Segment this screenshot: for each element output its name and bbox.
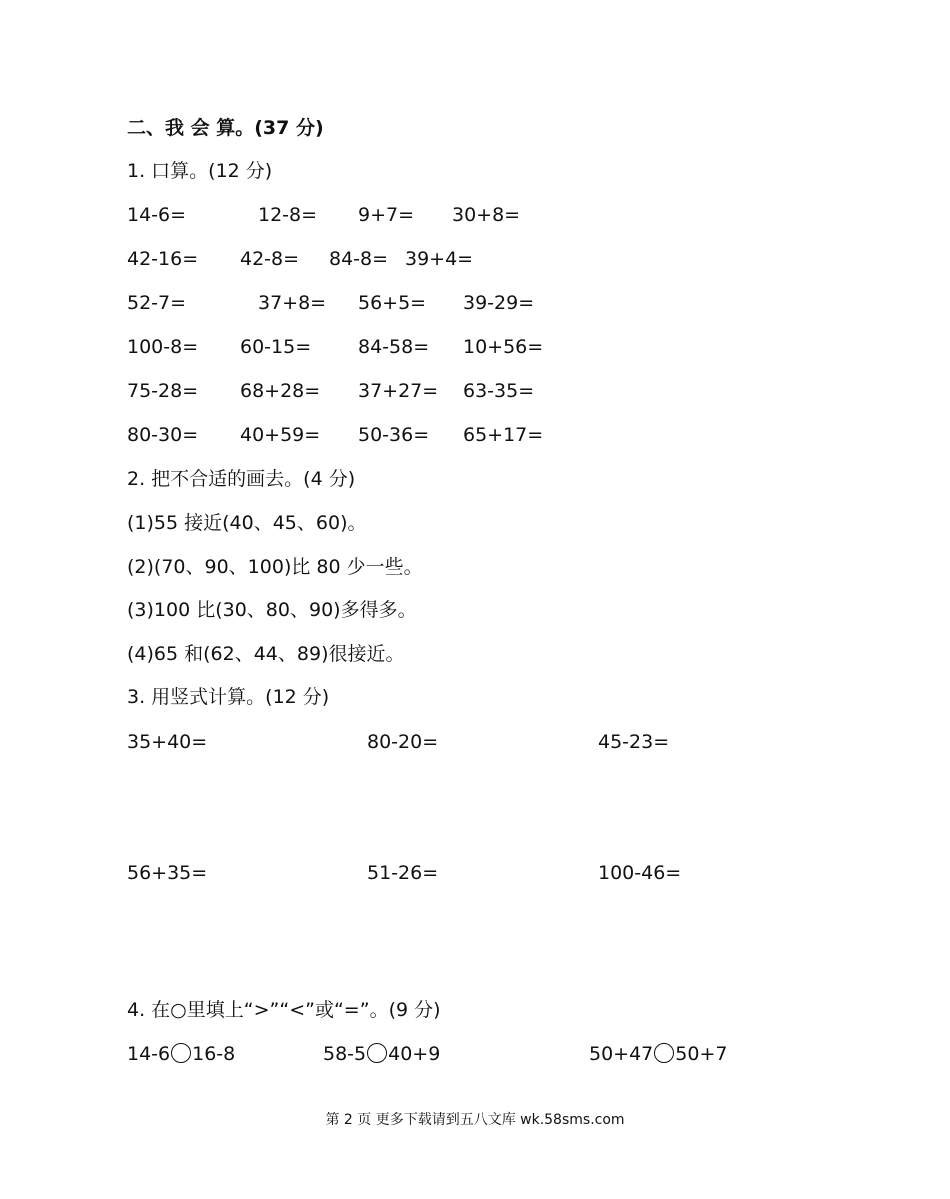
q1-title: 1. 口算。(12 分) [127,160,273,182]
q3-title: 3. 用竖式计算。(12 分) [127,686,330,708]
q1-r6-c3: 50-36= [358,424,430,446]
q1-r2-c2: 42-8= [240,248,300,270]
q1-r3-c3: 56+5= [358,292,427,314]
q3-r2-c1: 56+35= [127,862,208,884]
q1-r4-c3: 84-58= [358,336,430,358]
q1-r5-c2: 68+28= [240,380,321,402]
q4-item-3-right: 50+7 [675,1043,728,1065]
q3-r2-c3: 100-46= [598,862,682,884]
page-footer: 第 2 页 更多下载请到五八文库 wk.58sms.com [325,1112,625,1128]
q4-item-2-left: 58-5 [323,1043,367,1065]
q1-r6-c4: 65+17= [463,424,544,446]
q2-item-3: (3)100 比(30、80、90)多得多。 [127,599,417,621]
q1-r2-c3: 84-8= [329,248,389,270]
q2-item-4: (4)65 和(62、44、89)很接近。 [127,643,405,665]
q1-r4-c1: 100-8= [127,336,199,358]
q3-r1-c1: 35+40= [127,731,208,753]
section-title: 二、我 会 算。(37 分) [127,117,324,139]
q3-r1-c3: 45-23= [598,731,670,753]
q1-r1-c2: 12-8= [258,204,318,226]
q1-r5-c3: 37+27= [358,380,439,402]
compare-circle[interactable] [654,1043,674,1063]
q3-r2-c2: 51-26= [367,862,439,884]
q1-r5-c4: 63-35= [463,380,535,402]
q4-item-1-right: 16-8 [192,1043,236,1065]
q1-r3-c4: 39-29= [463,292,535,314]
q1-r2-c1: 42-16= [127,248,199,270]
q1-r1-c4: 30+8= [452,204,521,226]
q1-r6-c2: 40+59= [240,424,321,446]
q4-title: 4. 在○里填上“>”“<”或“=”。(9 分) [127,999,441,1021]
q4-item-3-left: 50+47 [589,1043,654,1065]
compare-circle[interactable] [367,1043,387,1063]
q2-item-2: (2)(70、90、100)比 80 少一些。 [127,556,423,578]
q1-r4-c4: 10+56= [463,336,544,358]
q4-item-1-left: 14-6 [127,1043,171,1065]
q1-r1-c3: 9+7= [358,204,415,226]
q4-item-2-right: 40+9 [388,1043,441,1065]
q1-r5-c1: 75-28= [127,380,199,402]
q4-item-2 [323,1043,440,1064]
q1-r2-c4: 39+4= [405,248,474,270]
q1-r3-c2: 37+8= [258,292,327,314]
q1-r6-c1: 80-30= [127,424,199,446]
q1-r3-c1: 52-7= [127,292,187,314]
q4-item-3 [589,1043,727,1064]
q2-item-1: (1)55 接近(40、45、60)。 [127,512,367,534]
q1-r1-c1: 14-6= [127,204,187,226]
compare-circle[interactable] [171,1043,191,1063]
q3-r1-c2: 80-20= [367,731,439,753]
q4-item-1 [127,1043,235,1064]
q1-r4-c2: 60-15= [240,336,312,358]
q2-title: 2. 把不合适的画去。(4 分) [127,468,356,490]
